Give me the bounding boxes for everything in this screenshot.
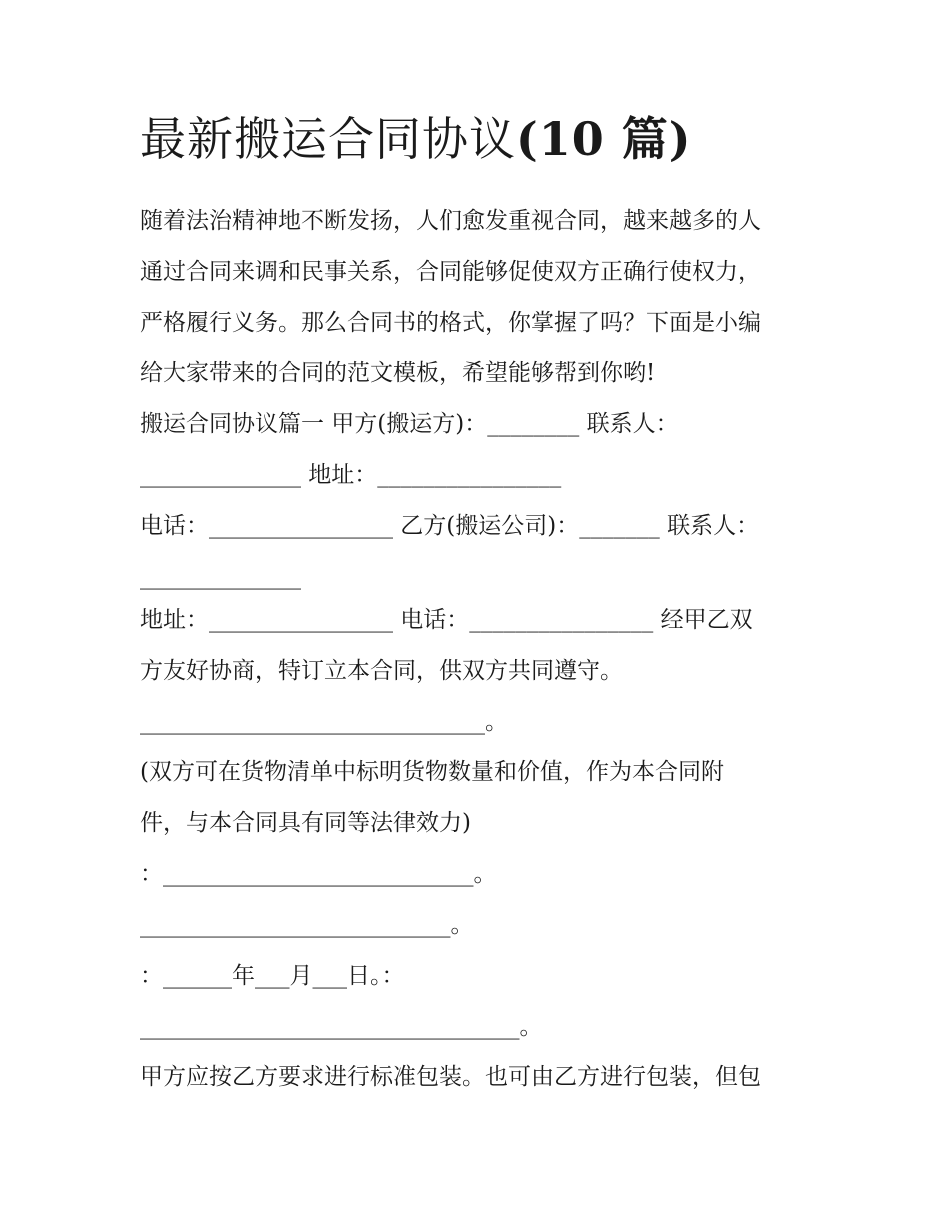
page-title [140, 112, 692, 167]
blank-line-1: ______________________________。 [140, 709, 508, 735]
intro-line-1: 随着法治精神地不断发扬，人们愈发重视合同，越来越多的人 [140, 208, 761, 234]
title-suffix: (10 篇) [516, 112, 692, 166]
blank-line-3: ___________________________。 [140, 912, 474, 938]
party-b-line: 电话：________________ 乙方(搬运公司)：_______ 联系人： [140, 513, 760, 539]
intro-line-2: 通过合同来调和民事关系，合同能够促使双方正确行使权力， [140, 259, 761, 285]
goods-note-line-1: (双方可在货物清单中标明货物数量和价值，作为本合同附 [140, 759, 724, 785]
party-a-address-line: ______________ 地址：________________ [140, 462, 562, 488]
intro-line-3: 严格履行义务。那么合同书的格式，你掌握了吗？下面是小编 [140, 310, 761, 336]
date-line: ：______年___月___日。： [140, 963, 405, 989]
goods-note-line-2: 件，与本合同具有同等法律效力) [140, 810, 471, 836]
packaging-line: 甲方应按乙方要求进行标准包装。也可由乙方进行包装，但包 [140, 1064, 761, 1090]
party-b-address-line: 地址：________________ 电话：________________ 经甲乙双 [140, 607, 753, 633]
agreement-line: 方友好协商，特订立本合同，供双方共同遵守。 [140, 658, 623, 684]
party-a-line: 搬运合同协议篇一 甲方(搬运方)：________ 联系人： [140, 411, 679, 437]
blank-line-2: ：___________________________。 [140, 861, 497, 887]
title-main: 最新搬运合同协议 [140, 112, 516, 166]
party-b-contact-line: ______________ [140, 564, 301, 590]
intro-line-4: 给大家带来的合同的范文模板，希望能够帮到你哟! [140, 360, 656, 386]
blank-line-4: _________________________________。 [140, 1014, 543, 1040]
